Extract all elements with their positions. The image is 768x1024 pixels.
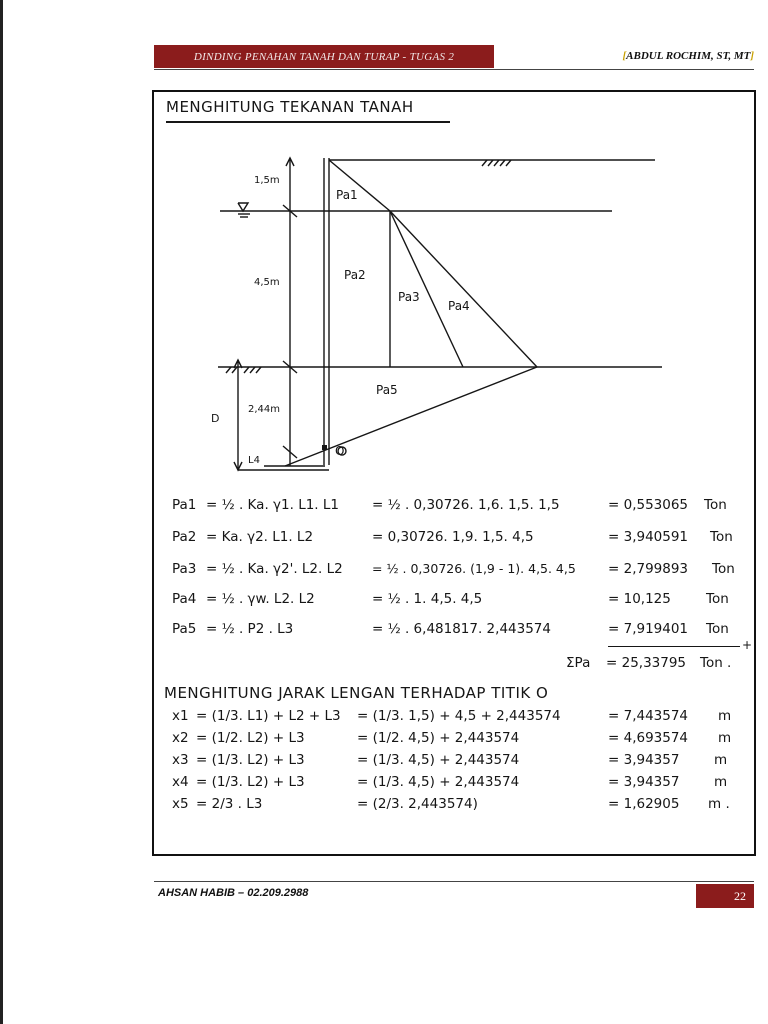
pa5-unit: Ton [706, 621, 729, 637]
label-d: D [211, 412, 220, 425]
pa3-name: Pa3 [172, 561, 197, 577]
pa3-boundary [390, 211, 463, 367]
water-table-icon [238, 203, 248, 211]
x2-formula: = (1/2. L2) + L3 [196, 730, 305, 746]
label-pa4: Pa4 [448, 299, 470, 313]
pa5-name: Pa5 [172, 621, 197, 637]
pa1-unit: Ton [704, 497, 727, 513]
x1-result: = 7,443574 [608, 708, 689, 724]
x1-sub: = (1/3. 1,5) + 4,5 + 2,443574 [357, 708, 561, 724]
label-h2: 4,5m [254, 277, 280, 288]
sum-plus-sign: + [742, 638, 753, 652]
document-title: DINDING PENAHAN TANAH DAN TURAP - TUGAS 2 [154, 45, 494, 68]
label-h1: 1,5m [254, 175, 280, 186]
pa4-result: = 10,125 [608, 591, 671, 607]
author-bracket-close: ] [750, 50, 754, 62]
label-h3: 2,44m [248, 404, 281, 415]
x3-unit: m [714, 752, 728, 768]
point-o-marker [322, 445, 327, 450]
pa4-sub: = ½ . 1. 4,5. 4,5 [372, 591, 483, 607]
footer-rule [154, 881, 754, 882]
x2-result: = 4,693574 [608, 730, 689, 746]
x2-name: x2 [172, 730, 189, 746]
pa1-name: Pa1 [172, 497, 197, 513]
pa3-result: = 2,799893 [608, 561, 689, 577]
pa5-boundary [285, 367, 537, 466]
pa4-unit: Ton [706, 591, 729, 607]
label-pa3: Pa3 [398, 290, 420, 304]
section-title-arms: MENGHITUNG JARAK LENGAN TERHADAP TITIK O [164, 684, 549, 702]
pa2-formula: = Ka. γ2. L1. L2 [206, 529, 314, 545]
pa3-unit: Ton [712, 561, 735, 577]
sum-rule [608, 646, 740, 647]
pa5-formula: = ½ . P2 . L3 [206, 621, 294, 637]
sum-value: = 25,33795 [606, 655, 687, 671]
label-o: O [335, 444, 345, 458]
x1-name: x1 [172, 708, 189, 724]
pa4-name: Pa4 [172, 591, 197, 607]
pa1-sub: = ½ . 0,30726. 1,6. 1,5. 1,5 [372, 497, 560, 513]
pa5-sub: = ½ . 6,481817. 2,443574 [372, 621, 551, 637]
sum-label: ΣPa [566, 655, 591, 671]
x5-result: = 1,62905 [608, 796, 680, 812]
x4-formula: = (1/3. L2) + L3 [196, 774, 305, 790]
x5-formula: = 2/3 . L3 [196, 796, 263, 812]
x4-name: x4 [172, 774, 189, 790]
x2-unit: m [718, 730, 732, 746]
student-name: AHSAN HABIB – 02.209.2988 [158, 887, 309, 899]
pa4-formula: = ½ . γw. L2. L2 [206, 591, 315, 607]
pa2-unit: Ton [710, 529, 733, 545]
pa2-result: = 3,940591 [608, 529, 689, 545]
sum-unit: Ton . [700, 655, 732, 671]
pa1-formula: = ½ . Ka. γ1. L1. L1 [206, 497, 339, 513]
label-l4: L4 [248, 455, 260, 466]
x4-sub: = (1/3. 4,5) + 2,443574 [357, 774, 520, 790]
dredge-hatch-icon [226, 367, 261, 373]
pa2-name: Pa2 [172, 529, 197, 545]
label-pa5: Pa5 [376, 383, 398, 397]
author-text: ABDUL ROCHIM, ST, MT [626, 50, 751, 62]
ground-hatch-icon [482, 160, 511, 166]
x4-result: = 3,94357 [608, 774, 680, 790]
pa3-formula: = ½ . Ka. γ2'. L2. L2 [206, 561, 343, 577]
x5-name: x5 [172, 796, 189, 812]
x2-sub: = (1/2. 4,5) + 2,443574 [357, 730, 520, 746]
pa4-boundary [390, 211, 537, 367]
pa1-boundary [329, 160, 390, 211]
section-title-pressure: MENGHITUNG TEKANAN TANAH [166, 98, 414, 116]
x5-sub: = (2/3. 2,443574) [357, 796, 478, 812]
page-number: 22 [696, 884, 754, 908]
x3-result: = 3,94357 [608, 752, 680, 768]
x1-unit: m [718, 708, 732, 724]
x4-unit: m [714, 774, 728, 790]
x3-name: x3 [172, 752, 189, 768]
author-bracket-open: [ [622, 50, 627, 62]
pa3-sub: = ½ . 0,30726. (1,9 - 1). 4,5. 4,5 [372, 561, 576, 576]
pa1-result: = 0,553065 [608, 497, 689, 513]
x3-formula: = (1/3. L2) + L3 [196, 752, 305, 768]
label-pa2: Pa2 [344, 268, 366, 282]
x1-formula: = (1/3. L1) + L2 + L3 [196, 708, 341, 724]
pa2-sub: = 0,30726. 1,9. 1,5. 4,5 [372, 529, 534, 545]
label-pa1: Pa1 [336, 188, 358, 202]
x3-sub: = (1/3. 4,5) + 2,443574 [357, 752, 520, 768]
x5-unit: m . [708, 796, 730, 812]
pa5-result: = 7,919401 [608, 621, 689, 637]
